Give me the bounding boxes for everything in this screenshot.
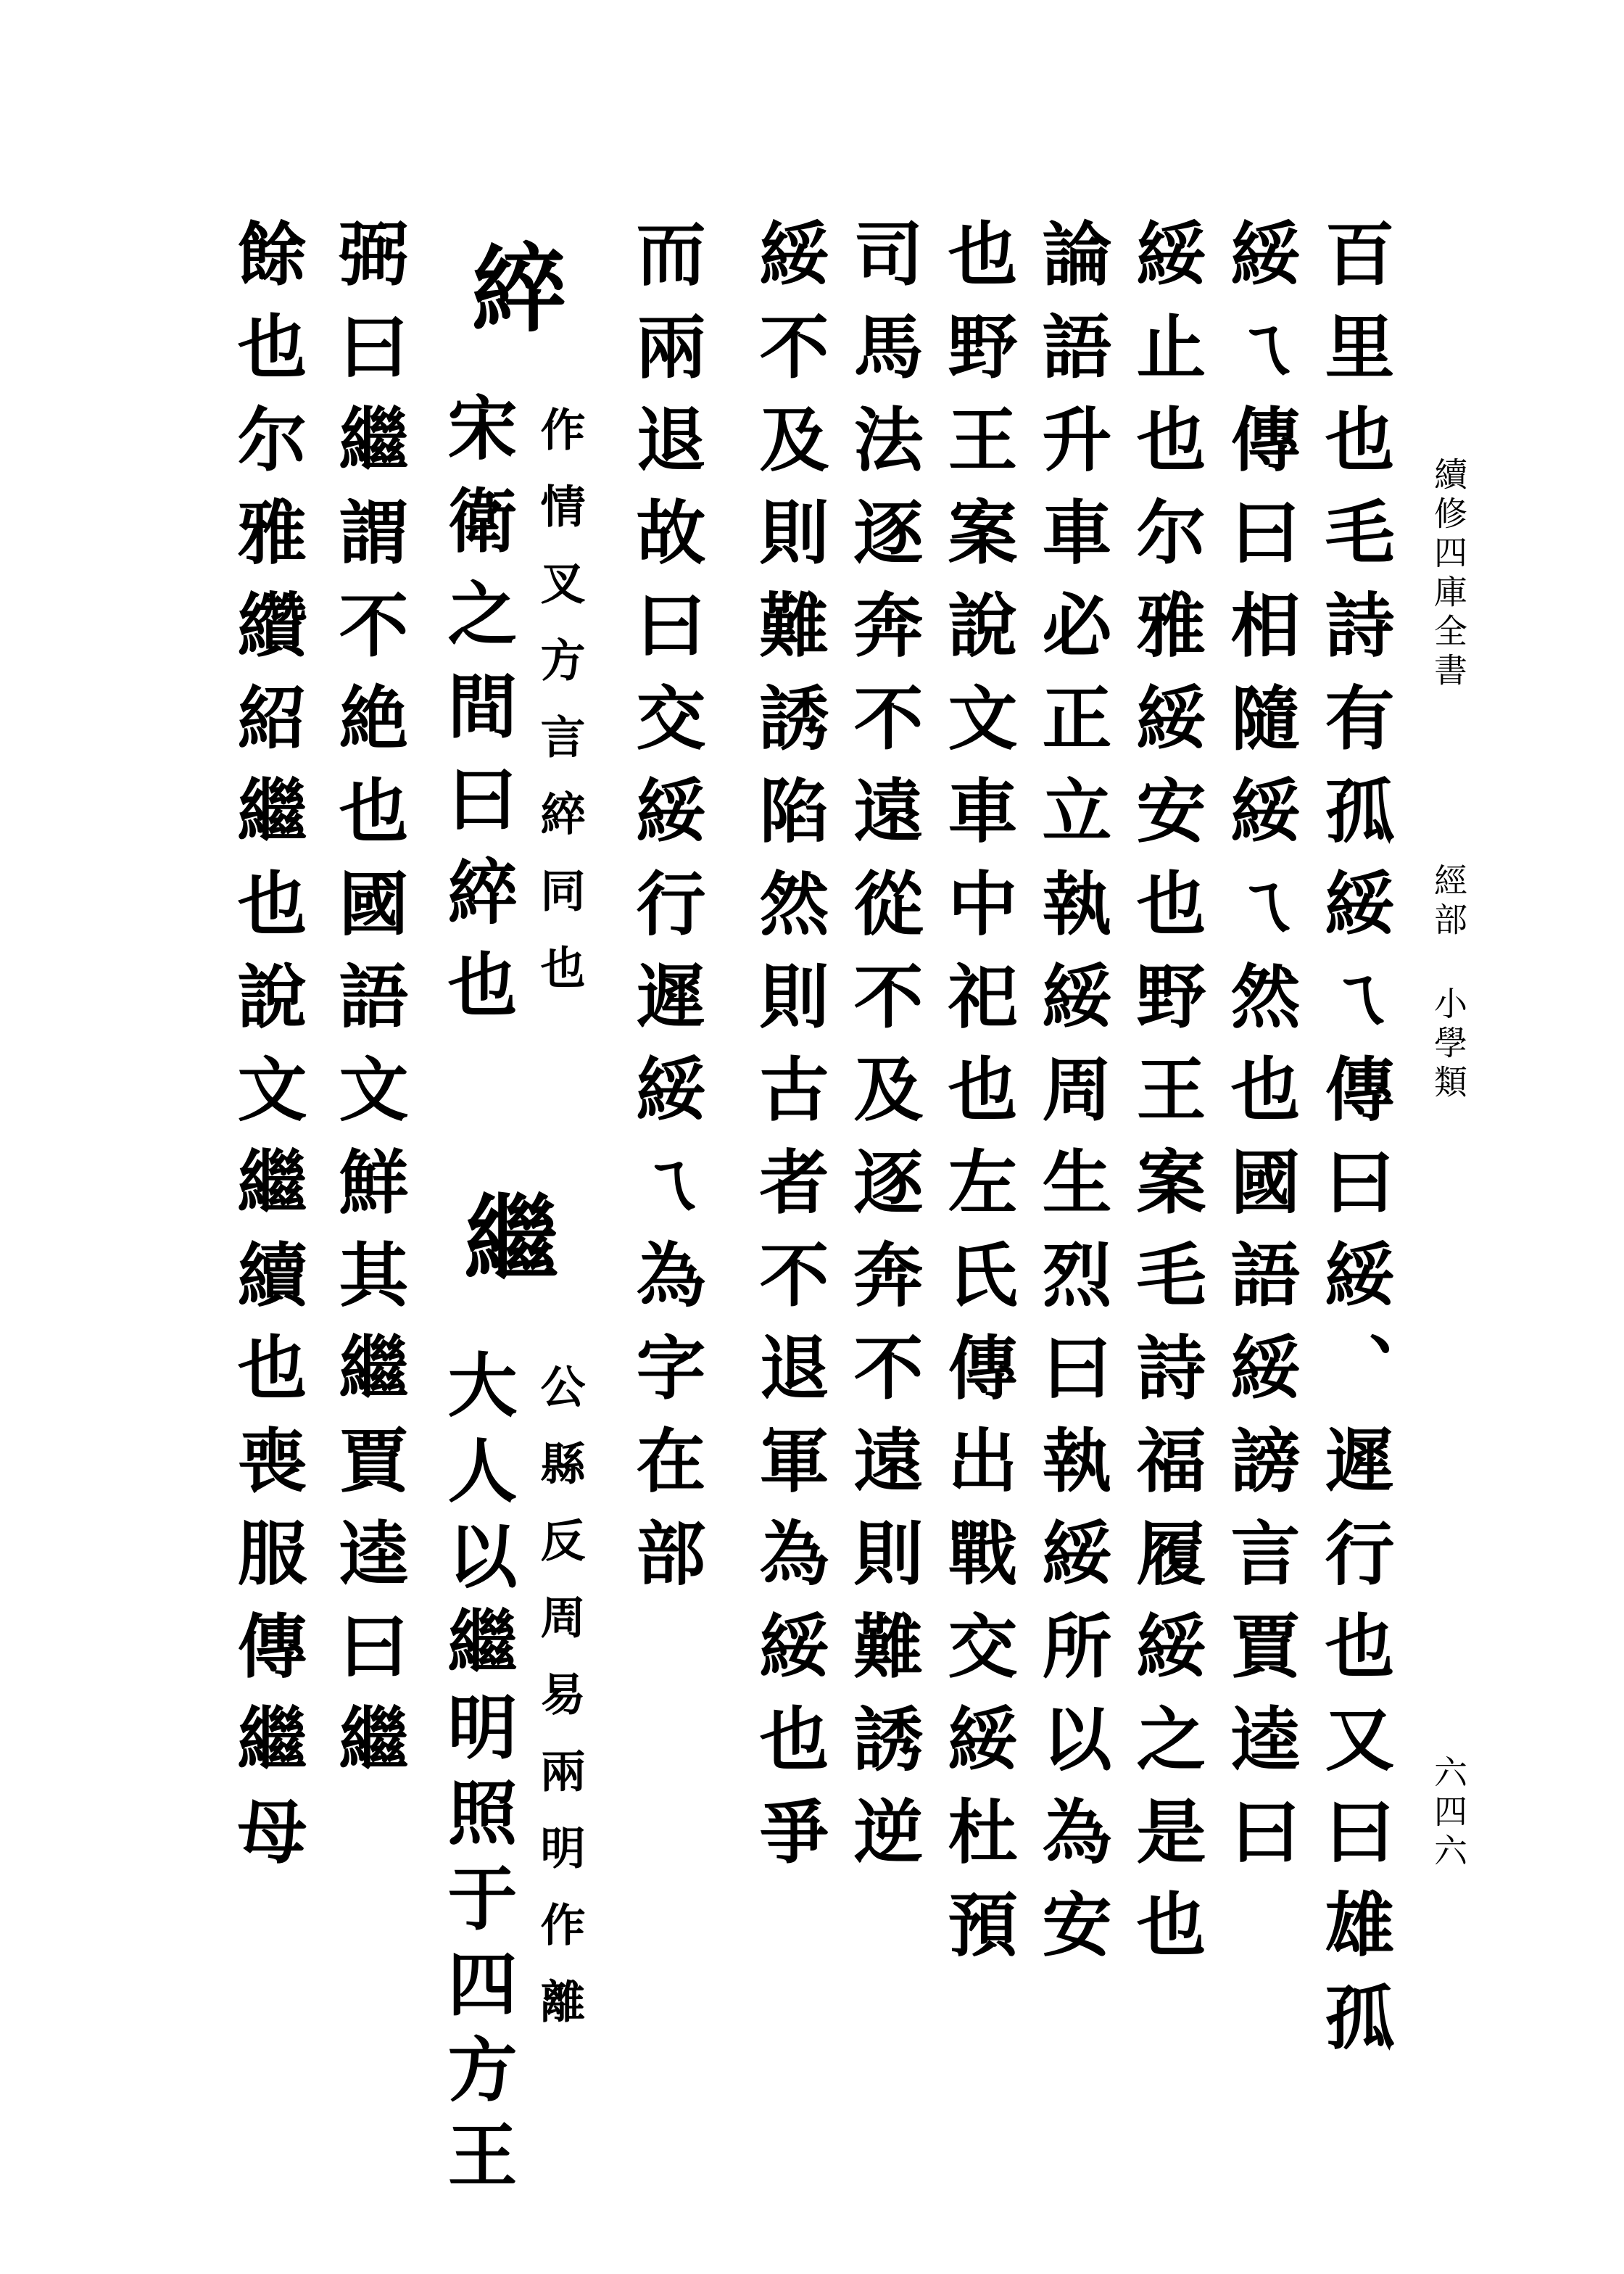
text-column-2: 綏ㄟ傳曰相隨綏ㄟ然也國語綏謗言賈逵曰 (1219, 218, 1301, 1888)
text-column-11: 弼曰繼謂不絶也國語文鮮其繼賈逵曰繼 (328, 218, 410, 1795)
headword-ji: 繼 (449, 1189, 560, 1283)
text-column-4: 論語升車必正立執綏周生烈曰執綏所以為安 (1031, 218, 1113, 1981)
text-column-8: 而兩退故曰交綏行遲綏ㄟ為字在部 (625, 218, 707, 1610)
text-column-1: 百里也毛詩有孤綏ㄟ傳曰綏、遲行也又曰雄孤 (1314, 218, 1396, 2074)
text-column-6: 司馬法逐奔不遠從不及逐奔不遠則難誘逆 (842, 218, 924, 1888)
annotation-column-1: 作情叉方言綷同也 (533, 406, 586, 1021)
category-label: 小學類 (1429, 986, 1468, 1104)
text-column-5: 也野王案說文車中祀也左氏傳出戰交綏杜預 (937, 218, 1019, 1981)
text-column-3: 綏止也尔雅綏安也野王案毛詩福履綏之是也 (1125, 218, 1207, 1981)
headword-cui: 綷 (456, 239, 567, 334)
page-number: 六四六 (1429, 1755, 1468, 1872)
text-column-7: 綏不及則難誘陷然則古者不退軍為綏也爭 (748, 218, 830, 1888)
annotation-column-2: 公縣反周易兩明作離 (533, 1363, 586, 2055)
section-label: 經部 (1429, 863, 1468, 941)
text-column-9: 宋衛之間曰綷也 (436, 392, 518, 1041)
text-column-10: 大人以繼明照于四方王 (436, 1349, 518, 2204)
book-title: 續修四庫全書 (1429, 457, 1468, 692)
text-column-12: 餘也尔雅纘紹繼也說文繼續也喪服傳繼母 (226, 218, 308, 1888)
